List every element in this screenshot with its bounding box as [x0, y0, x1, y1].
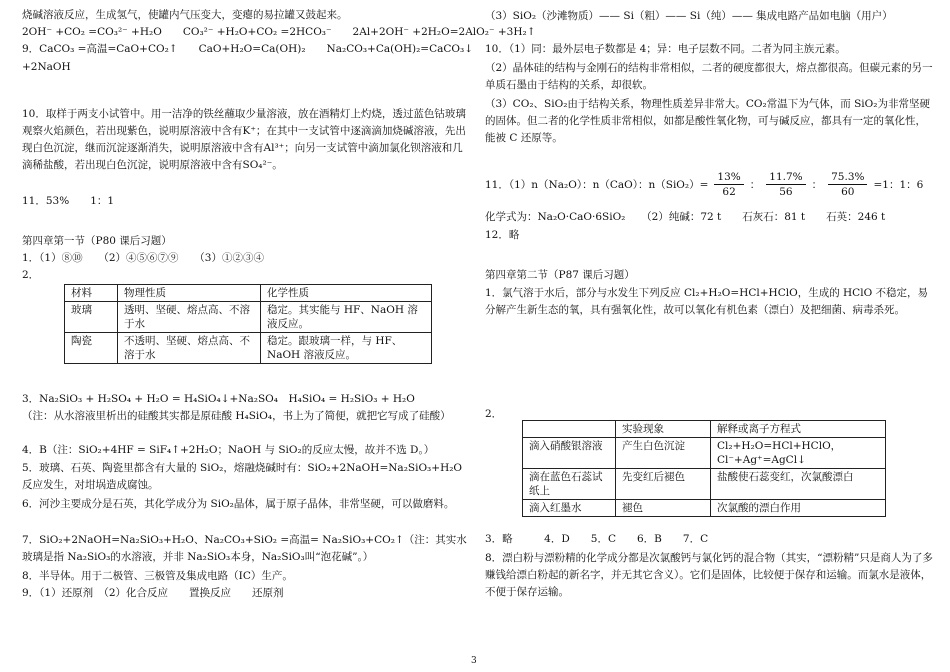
- section-heading: 第四章第二节（P87 课后习题）: [485, 269, 635, 281]
- table-cell: Cl₂+H₂O=HCl+HClO，Cl⁻+Ag⁺=AgCl↓: [711, 438, 886, 469]
- answer-10-3: （3）CO₂、SiO₂由于结构关系，物理性质差异非常大。CO₂常温下为气体，而 SiO₂为非常坚硬的固体。但二者的化学性质非常相似，如都是酸性氧化物，可与碱反应，都具有一定的氧化性，能被 C 还原等。: [485, 98, 930, 144]
- fraction-numerator: 13%: [714, 170, 743, 185]
- question-8: 8．漂白粉与漂粉精的化学成分都是次氯酸钙与氯化钙的混合物（其实，“漂粉精”只是商人为了多赚钱给漂白粉起的新名字，并无其它含义）。它们是固体，比较便于保存和运输。而氯水是液体，不便于保存运输。: [485, 552, 933, 598]
- table-header: 材料: [65, 285, 118, 302]
- table-row: [523, 500, 886, 517]
- answer-10-2: （2）晶体硅的结构与金刚石的结构非常相似，二者的硬度都很大，熔点都很高。但碳元素的另一单质石墨由于结构的关系，却很软。: [485, 62, 933, 91]
- table-header: 实验现象: [616, 421, 711, 438]
- question-3-7: 3．略 4．D 5．C 6．B 7．C: [485, 533, 709, 545]
- fraction: [828, 170, 867, 199]
- table-cell: 透明、坚硬、熔点高、不溶于水: [118, 302, 261, 333]
- section-heading: 第四章第一节（P80 课后习题）: [22, 235, 172, 247]
- equation-line: 2OH⁻ +CO₂ =CO₃²⁻ +H₂O CO₃²⁻ +H₂O+CO₂ =2HCO₃⁻ 2Al+2OH⁻ +2H₂O=2AlO₂⁻ +3H₂↑: [22, 26, 536, 38]
- table-cell: 陶瓷: [65, 333, 118, 364]
- table-row: [65, 302, 432, 333]
- fraction-group: [714, 170, 867, 199]
- materials-table: [64, 284, 432, 364]
- question-5: 5．玻璃、石英、陶瓷里都含有大量的 SiO₂，熔融烧碱时有：SiO₂+2NaOH=Na₂SiO₃+H₂O反应发生，对坩埚造成腐蚀。: [22, 462, 463, 491]
- table-cell: 次氯酸的漂白作用: [711, 500, 886, 517]
- fraction: [766, 170, 805, 199]
- table-header: [523, 421, 616, 438]
- table-cell: 产生白色沉淀: [616, 438, 711, 469]
- table-cell: 滴在蓝色石蕊试纸上: [523, 469, 616, 500]
- table-cell: 滴入红墨水: [523, 500, 616, 517]
- table-header: 化学性质: [261, 285, 432, 302]
- ratio-prefix: 11．（1）n（Na₂O）：n（CaO）：n（SiO₂）=: [485, 178, 709, 191]
- answer-12: 12．略: [485, 229, 520, 241]
- experiment-table: [522, 420, 886, 517]
- fraction-numerator: 11.7%: [766, 170, 805, 185]
- table-header: 物理性质: [118, 285, 261, 302]
- table-row: [65, 333, 432, 364]
- answer-11-formula: 化学式为：Na₂O·CaO·6SiO₂ （2）纯碱：72 t 石灰石：81 t 石英：246 t: [485, 211, 886, 223]
- fraction-numerator: 75.3%: [828, 170, 867, 185]
- table-row: [523, 438, 886, 469]
- question-3: 3．Na₂SiO₃ + H₂SO₄ + H₂O = H₄SiO₄↓+Na₂SO₄ H₄SiO₄ = H₂SiO₃ + H₂O: [22, 393, 415, 405]
- question-1: 1．（1）⑧⑩ （2）④⑤⑥⑦⑨ （3）①②③④: [22, 252, 264, 264]
- equation-line: 9．CaCO₃ =高温=CaO+CO₂↑ CaO+H₂O=Ca(OH)₂ Na₂CO₃+Ca(OH)₂=CaCO₃↓: [22, 43, 474, 55]
- page-number: 3: [471, 656, 477, 666]
- question-9: 9．（1）还原剂 （2）化合反应 置换反应 还原剂: [22, 587, 284, 599]
- table-cell: 稳定。跟玻璃一样，与 HF、NaOH 溶液反应。: [261, 333, 432, 364]
- table-row: [523, 469, 886, 500]
- table-cell: 褪色: [616, 500, 711, 517]
- answer-10-1: 10．（1）同：最外层电子数都是 4；异：电子层数不同。二者为同主族元素。: [485, 43, 846, 55]
- answer-11-ratio: [485, 170, 923, 199]
- answer-9-3: （3）SiO₂（沙滩物质）—— Si（粗）—— Si（纯）—— 集成电路产品如电脑（用户）: [485, 10, 893, 22]
- table-cell: 盐酸使石蕊变红，次氯酸漂白: [711, 469, 886, 500]
- ratio-suffix: =1：1：6: [873, 178, 924, 191]
- ratio-colon: ：: [749, 178, 761, 191]
- table-header: 解释或离子方程式: [711, 421, 886, 438]
- question-7: 7．SiO₂+2NaOH=Na₂SiO₃+H₂O、Na₂CO₃+SiO₂ =高温= Na₂SiO₃+CO₂↑（注：其实水玻璃是指 Na₂SiO₃的水溶液，并非 Na₂SiO₃本身，Na₂SiO₃叫“泡花碱”。）: [22, 534, 467, 563]
- question-2: 2．: [485, 408, 503, 420]
- fraction: [714, 170, 743, 199]
- table-cell: 不透明、坚硬、熔点高、不溶于水: [118, 333, 261, 364]
- fraction-denominator: 60: [841, 186, 855, 198]
- question-4: 4．B（注：SiO₂+4HF = SiF₄↑+2H₂O；NaOH 与 SiO₂的反应太慢，故并不选 D。）: [22, 444, 435, 456]
- question-3-note: （注：从水溶液里析出的硅酸其实都是原硅酸 H₄SiO₄，书上为了简便，就把它写成了硅酸）: [22, 410, 451, 422]
- answer-11: 11．53% 1：1: [22, 195, 115, 207]
- equation-line: +2NaOH: [22, 61, 71, 73]
- answer-10: 10．取样于两支小试管中。用一洁净的铁丝蘸取少量溶液，放在酒精灯上灼烧，透过蓝色钴玻璃观察火焰颜色，若出现紫色，说明原溶液中含有K⁺；在其中一支试管中逐滴滴加烧碱溶液，先出现白色沉淀，继而沉淀逐渐消失，说明原溶液中含有Al³⁺；向另一支试管中滴加氯化钡溶液和几滴稀盐酸，若出现白色沉淀，说明原溶液中含有SO₄²⁻。: [22, 108, 466, 171]
- question-6: 6．河沙主要成分是石英，其化学成分为 SiO₂晶体，属于原子晶体，非常坚硬，可以做磨料。: [22, 498, 455, 510]
- question-1: 1．氯气溶于水后，部分与水发生下列反应 Cl₂+H₂O=HCl+HClO，生成的 HClO 不稳定，易分解产生新生态的氧，具有强氧化性，故可以氧化有机色素（漂白）及把细菌、病毒杀死。: [485, 287, 929, 316]
- fraction-denominator: 62: [722, 186, 736, 198]
- table-cell: 先变红后褪色: [616, 469, 711, 500]
- table-cell: 稳定。其实能与 HF、NaOH 溶液反应。: [261, 302, 432, 333]
- text-line: 烧碱溶液反应，生成氢气，使罐内气压变大，变瘪的易拉罐又鼓起来。: [22, 9, 348, 21]
- ratio-colon: ：: [811, 178, 823, 191]
- table-cell: 滴入硝酸银溶液: [523, 438, 616, 469]
- table-cell: 玻璃: [65, 302, 118, 333]
- question-8: 8．半导体。用于二极管、三极管及集成电路（IC）生产。: [22, 570, 293, 582]
- question-2: 2．: [22, 269, 40, 281]
- fraction-denominator: 56: [779, 186, 793, 198]
